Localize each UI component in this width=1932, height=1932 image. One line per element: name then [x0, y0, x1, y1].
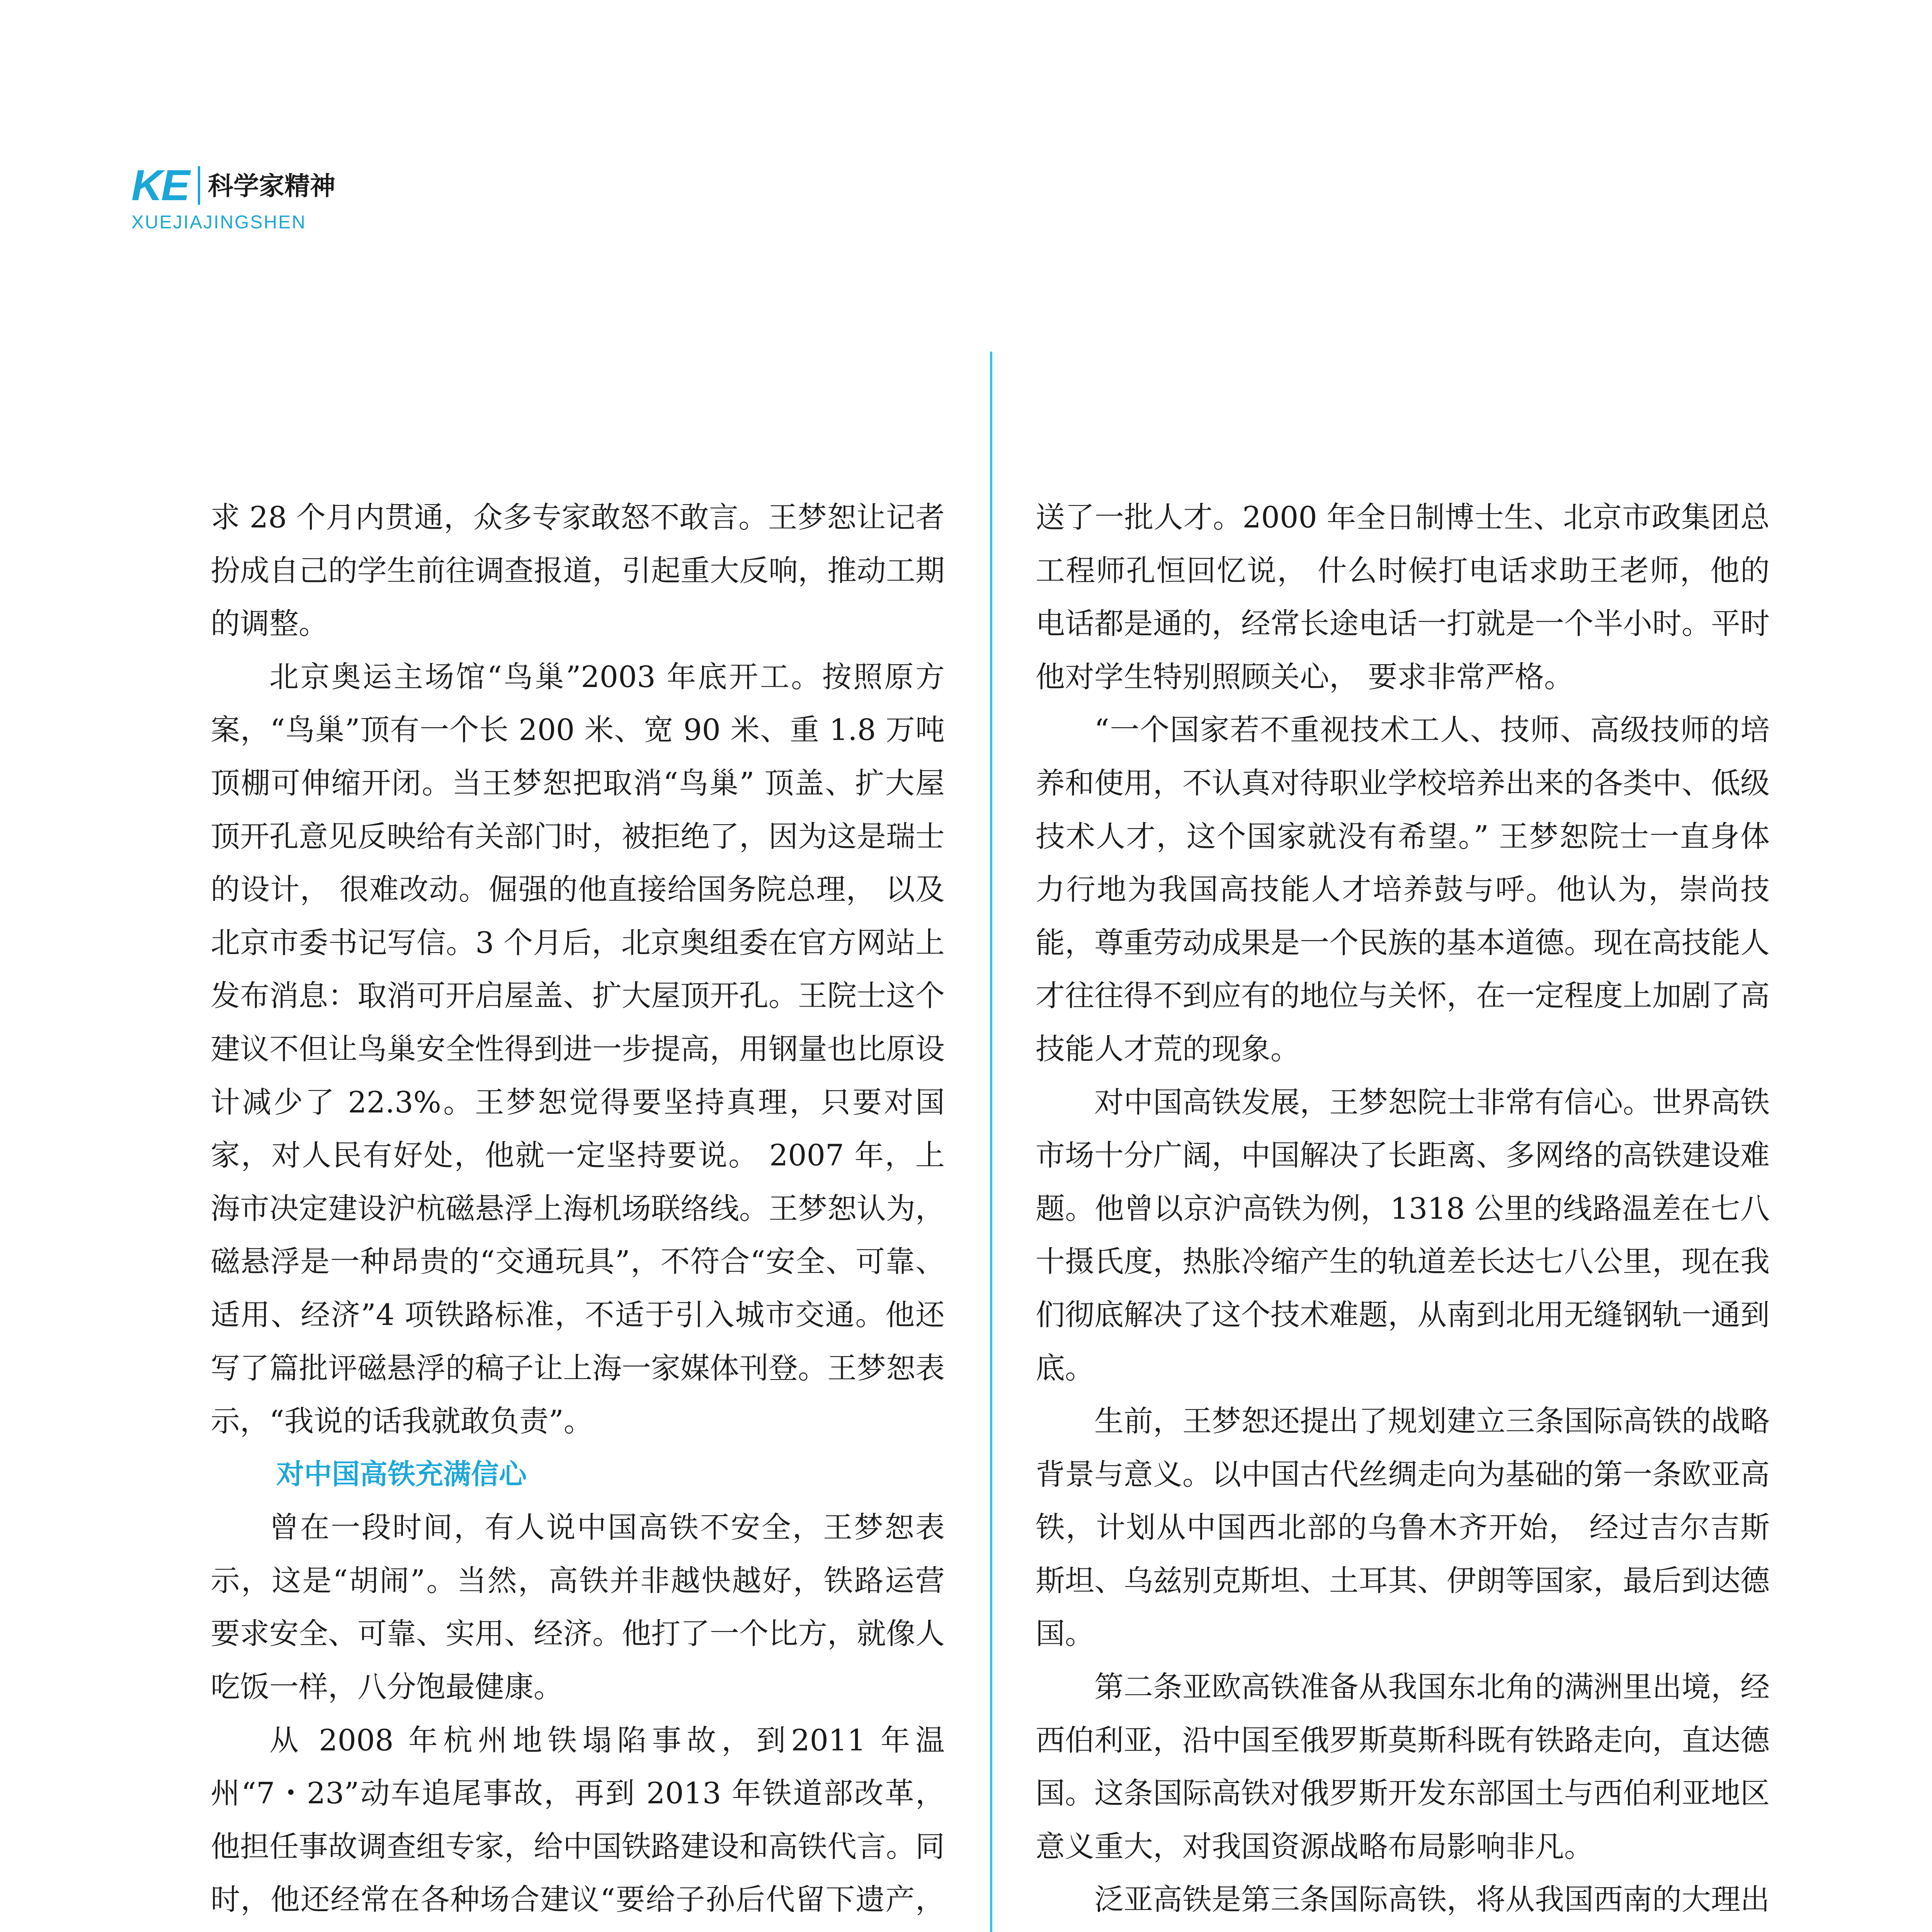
paragraph: 泛亚高铁是第三条国际高铁，将从我国西南的大理出: [1094, 1882, 1770, 1917]
paragraph: 从 2008 年杭州地铁塌陷事故，到2011 年温州“7・23”动车追尾事故，再到 2013 年铁道部改革，他担任事故调查组专家，给中国铁路建设和高铁代言。同时，他还经常在各种场合建议“要给子孙后代留下遗产，: [211, 1723, 945, 1917]
paragraph: 对中国高铁发展，王梦恕院士非常有信心。世界高铁市场十分广阔，中国解决了长距离、多网络的高铁建设难题。他曾以京沪高铁为例，1318 公里的线路温差在七八十摄氏度，热胀冷缩产生的轨道差长达七八公里，现在我们彻底解决了这个技术难题，从南到北用无缝钢轨一通到底。: [1036, 1085, 1770, 1385]
subheading: 对中国高铁充满信心: [276, 1458, 527, 1490]
section-pinyin: XUEJIAJINGSHEN: [131, 212, 306, 233]
left-column: [211, 491, 945, 1932]
section-header: [131, 162, 595, 240]
paragraph: 第二条亚欧高铁准备从我国东北角的满洲里出境，经西伯利亚，沿中国至俄罗斯莫斯科既有铁路走向，直达德国。这条国际高铁对俄罗斯开发东部国土与西伯利亚地区意义重大，对我国资源战略布局影响非凡。: [1036, 1670, 1770, 1864]
ke-logo: KE: [131, 161, 189, 209]
section-title: 科学家精神: [208, 171, 335, 201]
right-column: [1036, 491, 1770, 1932]
paragraph: 送了一批人才。2000 年全日制博士生、北京市政集团总工程师孔恒回忆说， 什么时候打电话求助王老师，他的电话都是通的，经常长途电话一打就是一个半小时。平时他对学生特别照顾关心， 要求非常严格。: [1036, 500, 1770, 694]
paragraph: 北京奥运主场馆“鸟巢”2003 年底开工。按照原方案，“鸟巢”顶有一个长 200 米、宽 90 米、重 1.8 万吨顶棚可伸缩开闭。当王梦恕把取消“鸟巢” 顶盖、扩大屋顶开孔意见反映给有关部门时，被拒绝了，因为这是瑞士的设计， 很难改动。倔强的他直接给国务院总理， 以及北京市委书记写信。3 个月后，北京奥组委在官方网站上发布消息：取消可开启屋盖、扩大屋顶开孔。王院士这个建议不但让鸟巢安全性得到进一步提高，用钢量也比原设计减少了 22.3%。王梦恕觉得要坚持真理，只要对国家，对人民有好处，他就一定坚持要说。 2007 年，上海市决定建设沪杭磁悬浮上海机场联络线。王梦恕认为，磁悬浮是一种昂贵的“交通玩具”，不符合“安全、可靠、适用、经济”4 项铁路标准，不适于引入城市交通。他还写了篇批评磁悬浮的稿子让上海一家媒体刊登。王梦恕表示，“我说的话我就敢负责”。: [211, 659, 945, 1439]
paragraph: 生前，王梦恕还提出了规划建立三条国际高铁的战略背景与意义。以中国古代丝绸走向为基础的第一条欧亚高铁，计划从中国西北部的乌鲁木齐开始， 经过吉尔吉斯斯坦、乌兹别克斯坦、土耳其、伊朗等国家，最后到达德国。: [1036, 1404, 1770, 1651]
paragraph: 求 28 个月内贯通，众多专家敢怒不敢言。王梦恕让记者扮成自己的学生前往调查报道，引起重大反响，推动工期的调整。: [211, 500, 945, 641]
column-divider: [990, 352, 992, 1932]
paragraph: 曾在一段时间，有人说中国高铁不安全，王梦恕表示，这是“胡闹”。当然，高铁并非越快越好，铁路运营要求安全、可靠、实用、经济。他打了一个比方，就像人吃饭一样，八分饱最健康。: [211, 1510, 945, 1704]
paragraph: “一个国家若不重视技术工人、技师、高级技师的培养和使用，不认真对待职业学校培养出来的各类中、低级技术人才，这个国家就没有希望。” 王梦恕院士一直身体力行地为我国高技能人才培养鼓与呼。他认为，崇尚技能，尊重劳动成果是一个民族的基本道德。现在高技能人才往往得不到应有的地位与关怀，在一定程度上加剧了高技能人才荒的现象。: [1036, 713, 1770, 1066]
header-divider-bar: [198, 166, 200, 205]
